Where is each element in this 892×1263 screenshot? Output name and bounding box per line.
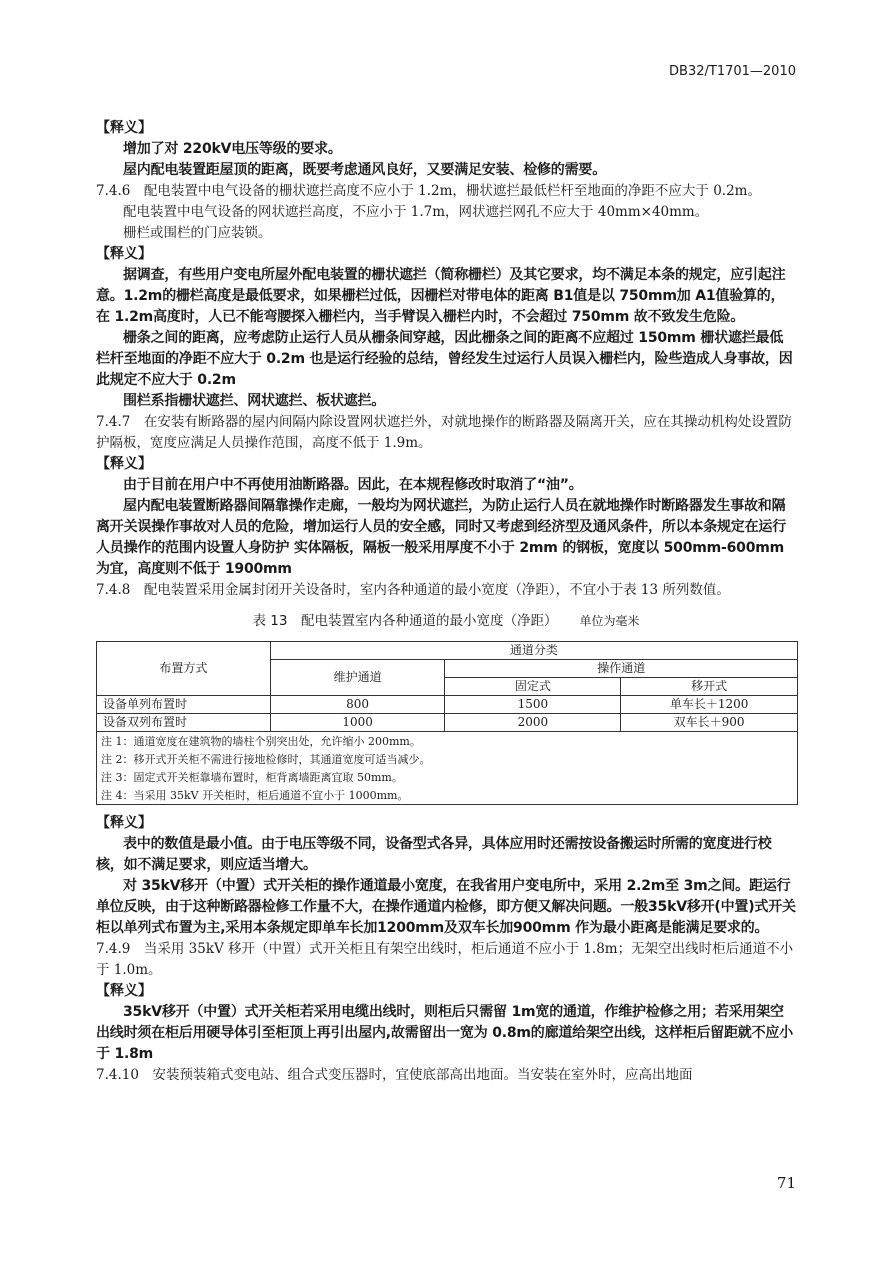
cell-mobile: 双车长＋900 [621,714,798,732]
table-row [97,714,798,732]
explanation-paragraph: 35kV移开（中置）式开关柜若采用电缆出线时，则柜后只需留 1m宽的通道，作维护检修之用；若采用架空出线时须在柜后用硬导体引至柜顶上再引出屋内,故需留出一宽为 0.8m的廊道给架空出线，这样柜后留距就不应小于 1.8m [96,1004,793,1062]
document-code: DB32/T1701—2010 [669,64,796,79]
explanation-paragraph: 增加了对 220kV电压等级的要求。 [123,141,342,157]
cell-maintenance: 800 [270,696,445,714]
cell-mobile: 单车长＋1200 [621,696,798,714]
cell-fixed: 2000 [445,714,621,732]
text-section-2 [96,813,796,1086]
cell-fixed: 1500 [445,696,621,714]
clause-paragraph: 7.4.8 配电装置采用金属封闭开关设备时，室内各种通道的最小宽度（净距），不宜小于表 13 所列数值。 [96,582,730,598]
header-mobile: 移开式 [621,678,798,696]
table-unit: 单位为毫米 [579,614,640,628]
clause-paragraph: 7.4.10 安装预装箱式变电站、组合式变压器时，宜使底部高出地面。当安装在室外时，应高出地面 [96,1067,693,1083]
header-fixed: 固定式 [445,678,621,696]
header-maintenance: 维护通道 [270,660,445,696]
explanation-paragraph: 对 35kV移开（中置）式开关柜的操作通道最小宽度，在我省用户变电所中，采用 2.2m至 3m之间。距运行单位反映，由于这种断路器检修工作量不大，在操作通道内检修，即方便又解决问题。一般35kV移开(中置)式开关柜以单列式布置为主,采用本条规定即单车长加1200mm及双车长加900mm 作为最小距离是能满足要求的。 [96,878,796,936]
explanation-paragraph: 围栏系指栅状遮拦、网状遮拦、板状遮拦。 [123,393,386,409]
table-note-row [97,750,798,768]
page-content [96,118,796,1086]
passage-width-table [96,641,798,805]
table-note-row [97,768,798,786]
section-heading: 【释义】 [96,456,152,472]
explanation-paragraph: 屋内配电装置距屋顶的距离，既要考虑通风良好，又要满足安装、检修的需要。 [123,162,606,178]
section-heading: 【释义】 [96,983,152,999]
table-note: 注 4：当采用 35kV 开关柜时，柜后通道不宜小于 1000mm。 [97,786,798,805]
table-header-row [97,642,798,660]
clause-paragraph: 栅栏或围栏的门应装锁。 [123,225,272,241]
table-caption: 表 13 配电装置室内各种通道的最小宽度（净距） [252,613,558,629]
row-label: 设备双列布置时 [97,714,271,732]
clause-paragraph: 7.4.9 当采用 35kV 移开（中置）式开关柜且有架空出线时，柜后通道不应小于 1.8m；无架空出线时柜后通道不小于 1.0m。 [96,941,794,978]
table-note-row [97,786,798,805]
explanation-paragraph: 屋内配电装置断路器间隔靠操作走廊，一般均为网状遮拦，为防止运行人员在就地操作时断路器发生事故和隔离开关误操作事故对人员的危险，增加运行人员的安全感，同时又考虑到经济型及通风条件，所以本条规定在运行人员操作的范围内设置人身防护 实体隔板，隔板一般采用厚度不小于 2mm 的钢板，宽度以 500mm-600mm为宜，高度则不低于 1900mm [96,498,786,577]
text-section-1 [96,118,796,601]
table-note: 注 1：通道宽度在建筑物的墙柱个别突出处，允许缩小 200mm。 [97,732,798,751]
table-note: 注 2：移开式开关柜不需进行接地检修时，其通道宽度可适当减少。 [97,750,798,768]
clause-paragraph: 配电装置中电气设备的网状遮拦高度，不应小于 1.7m，网状遮拦网孔不应大于 40mm×40mm。 [123,204,709,220]
section-heading: 【释义】 [96,120,152,136]
header-layout: 布置方式 [97,642,271,696]
table-title [96,611,796,631]
clause-paragraph: 7.4.7 在安装有断路器的屋内间隔内除设置网状遮拦外，对就地操作的断路器及隔离开关，应在其操动机构处设置防护隔板，宽度应满足人员操作范围，高度不低于 1.9m。 [96,414,792,451]
header-operation: 操作通道 [445,660,798,678]
header-category: 通道分类 [270,642,797,660]
table-row [97,696,798,714]
table-note-row [97,732,798,751]
section-heading: 【释义】 [96,246,152,262]
page-number: 71 [776,1174,796,1192]
section-heading: 【释义】 [96,815,152,831]
table-note: 注 3：固定式开关柜靠墙布置时，柜背离墙距离宜取 50mm。 [97,768,798,786]
row-label: 设备单列布置时 [97,696,271,714]
explanation-paragraph: 由于目前在用户中不再使用油断路器。因此，在本规程修改时取消了“油”。 [123,477,583,493]
cell-maintenance: 1000 [270,714,445,732]
clause-paragraph: 7.4.6 配电装置中电气设备的栅状遮拦高度不应小于 1.2m，栅状遮拦最低栏杆至地面的净距不应大于 0.2m。 [96,183,761,199]
explanation-paragraph: 据调查，有些用户变电所屋外配电装置的栅状遮拦（简称栅栏）及其它要求，均不满足本条的规定，应引起注意。1.2m的栅栏高度是最低要求，如果栅栏过低，因栅栏对带电体的距离 B1值是以 750mm加 A1值验算的，在 1.2m高度时，人已不能弯腰探入栅栏内，当手臂误入栅栏内时，不会超过 750mm 故不致发生危险。 [96,267,786,325]
explanation-paragraph: 表中的数值是最小值。由于电压等级不同，设备型式各异，具体应用时还需按设备搬运时所需的宽度进行校核，如不满足要求，则应适当增大。 [96,836,772,873]
explanation-paragraph: 栅条之间的距离，应考虑防止运行人员从栅条间穿越，因此栅条之间的距离不应超过 150mm 栅状遮拦最低栏杆至地面的净距不应大于 0.2m 也是运行经验的总结，曾经发生过运行人员误入栅栏内，险些造成人身事故，因此规定不应大于 0.2m [96,330,793,388]
